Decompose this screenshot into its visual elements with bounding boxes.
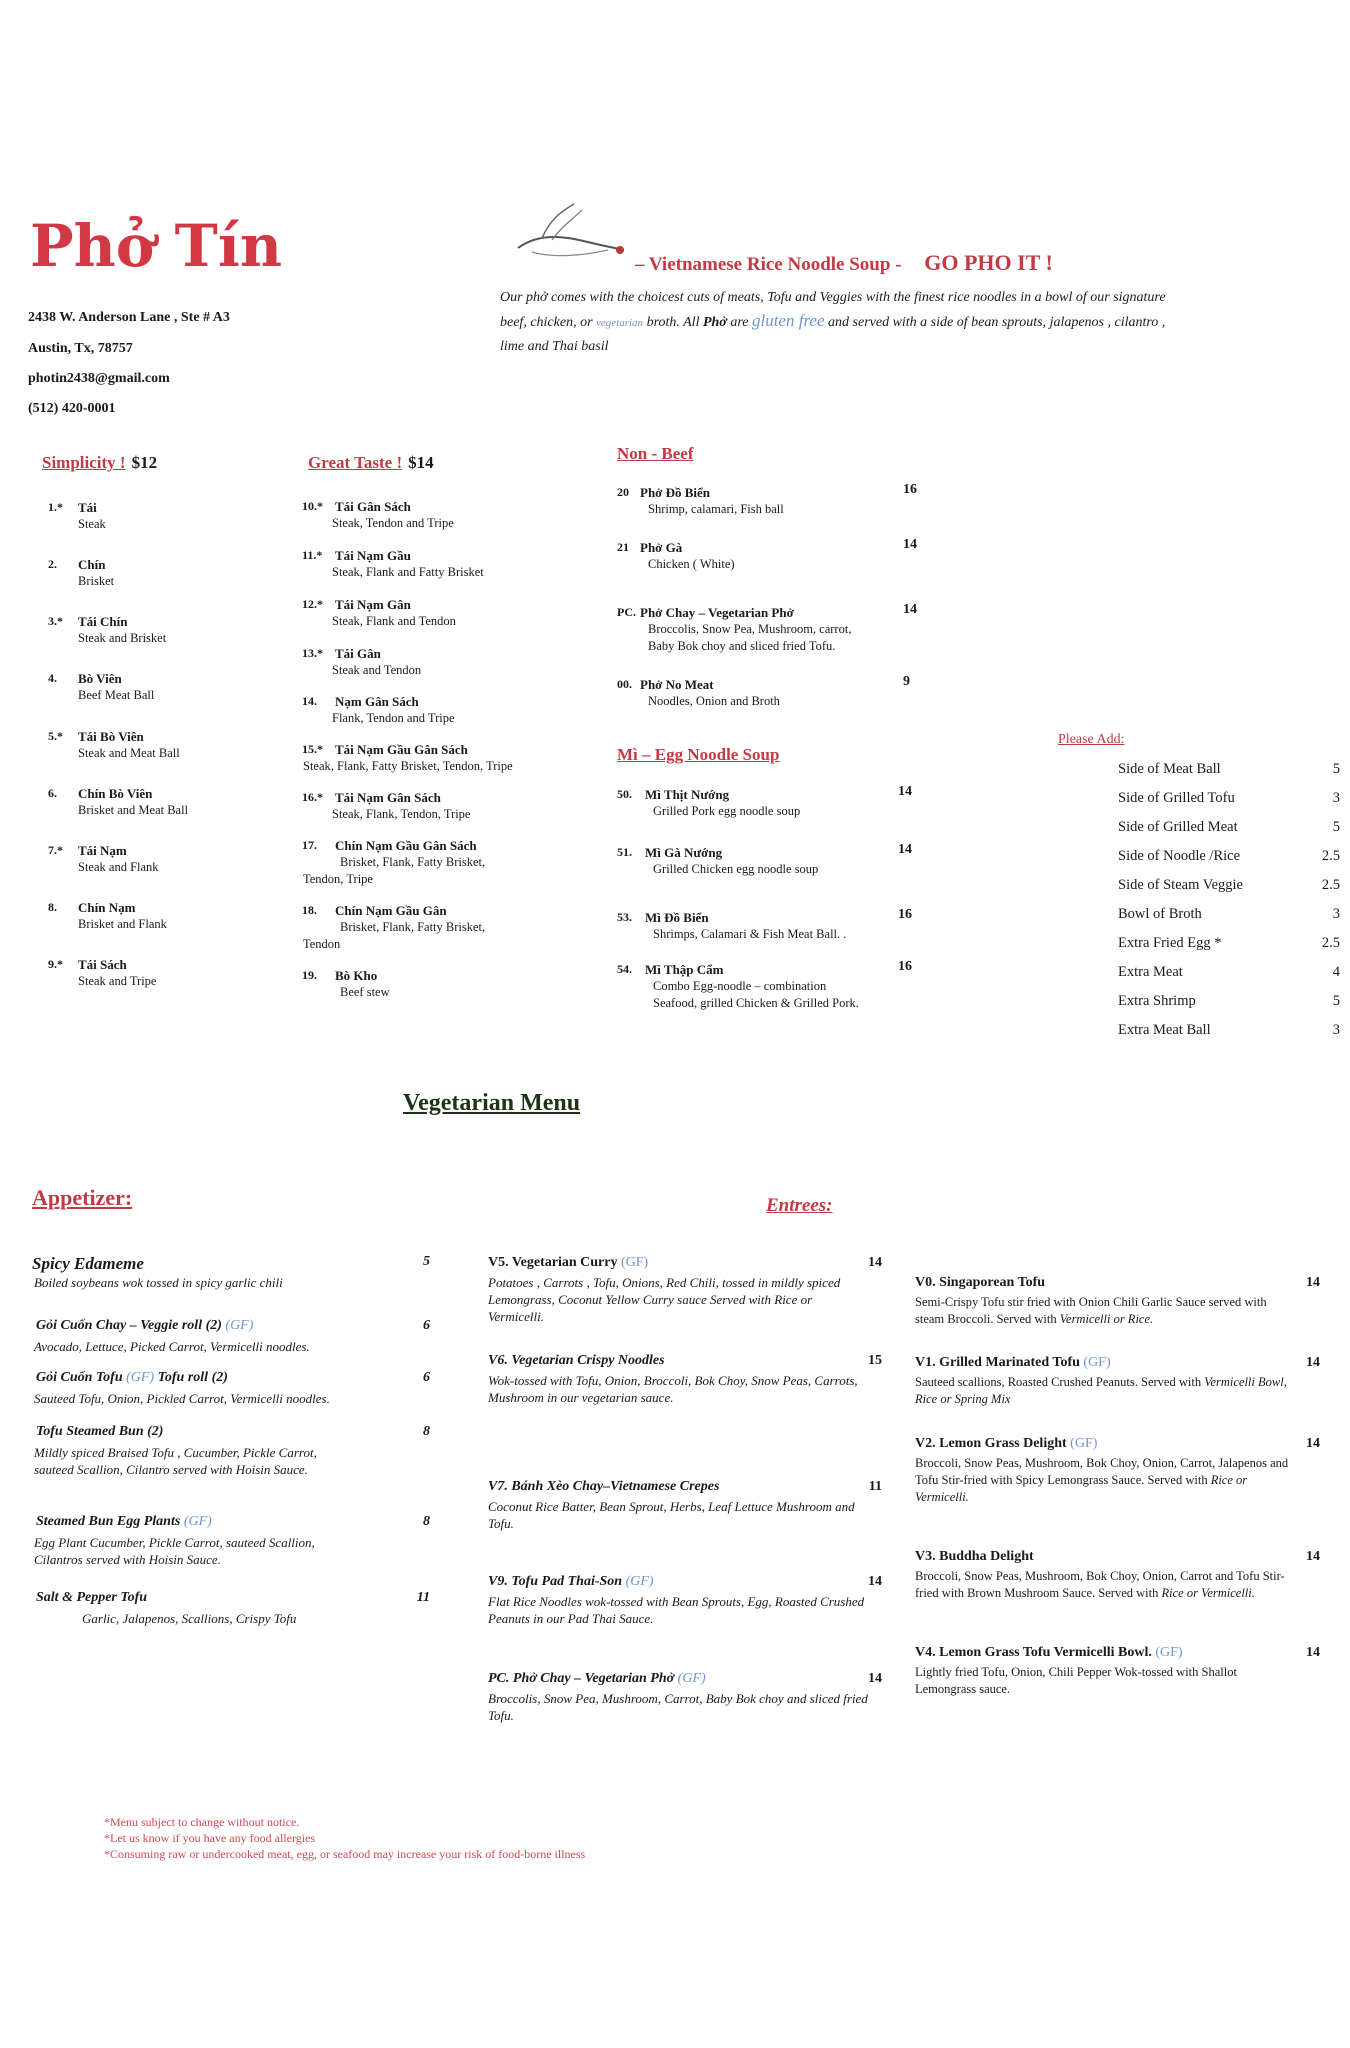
entree-name-row bbox=[915, 1549, 1034, 1565]
item-price: 14 bbox=[898, 784, 912, 799]
entree-desc-italic: Vermicelli Bowl, Rice or Spring Mix bbox=[915, 1375, 1287, 1406]
item-price: 16 bbox=[898, 959, 912, 974]
intro-text: Our phở comes with the choicest cuts of meats, Tofu and Veggies with the finest rice noodles in a bowl of our signature beef, chicken, or bbox=[500, 290, 1166, 330]
simplicity-header bbox=[42, 453, 157, 473]
entree-desc-text: Sauteed scallions, Roasted Crushed Peanuts. Served with bbox=[915, 1375, 1202, 1389]
appetizer-name-row bbox=[36, 1514, 212, 1530]
item-description: Noodles, Onion and Broth bbox=[648, 694, 780, 708]
appetizer-price: 8 bbox=[423, 1514, 430, 1529]
item-name: Bò Kho bbox=[335, 968, 378, 983]
appetizer-title: Appetizer: bbox=[32, 1185, 133, 1210]
item-number: 12.* bbox=[302, 597, 323, 611]
gf-badge: (GF) bbox=[677, 1671, 706, 1686]
appetizer-price: 11 bbox=[416, 1590, 430, 1605]
entree-price: 14 bbox=[1306, 1549, 1320, 1564]
item-number: 20 bbox=[617, 485, 629, 499]
side-item-price: 3 bbox=[1332, 906, 1340, 922]
appetizer-description: Sauteed Tofu, Onion, Pickled Carrot, Vermicelli noodles. bbox=[34, 1391, 330, 1406]
entree-price: 14 bbox=[1306, 1355, 1320, 1370]
appetizer-name-row bbox=[36, 1318, 253, 1334]
intro-text-3: are bbox=[730, 315, 749, 330]
entree-name-row bbox=[488, 1671, 706, 1687]
intro-pho: Phở bbox=[702, 315, 727, 330]
item-number: 8. bbox=[48, 900, 57, 914]
item-number: 00. bbox=[617, 677, 632, 691]
side-item-label: Bowl of Broth bbox=[1118, 906, 1202, 922]
item-number: 4. bbox=[48, 671, 57, 685]
item-description: Brisket, Flank, Fatty Brisket, bbox=[340, 920, 486, 934]
item-number: 14. bbox=[302, 694, 317, 708]
item-description: Steak and Tendon bbox=[332, 663, 422, 677]
entree-name-row bbox=[488, 1353, 665, 1369]
entree-name: V2. Lemon Grass Delight bbox=[915, 1436, 1067, 1451]
entree-description bbox=[488, 1690, 868, 1724]
item-number: 7.* bbox=[48, 843, 63, 857]
appetizer-description: Egg Plant Cucumber, Pickle Carrot, sauteed Scallion, bbox=[34, 1535, 315, 1550]
entree-name: V0. Singaporean Tofu bbox=[915, 1275, 1046, 1290]
appetizer-name: Gỏi Cuốn Tofu bbox=[36, 1370, 123, 1385]
appetizer-description: sauteed Scallion, Cilantro served with Hoisin Sauce. bbox=[34, 1462, 308, 1477]
gf-badge: (GF) bbox=[225, 1318, 254, 1333]
item-number: 21 bbox=[617, 540, 629, 554]
entree-price: 14 bbox=[1306, 1645, 1320, 1660]
item-description: Steak, Flank and Fatty Brisket bbox=[332, 565, 484, 579]
entree-price: 14 bbox=[1306, 1275, 1320, 1290]
simplicity-price: $12 bbox=[131, 453, 158, 472]
bird-sketch-icon bbox=[512, 200, 632, 262]
restaurant-logo: Phở Tín bbox=[30, 212, 283, 280]
appetizer-description: Boiled soybeans wok tossed in spicy garlic chili bbox=[34, 1275, 283, 1290]
entree-price: 14 bbox=[868, 1671, 882, 1686]
footnote-3: *Consuming raw or undercooked meat, egg, or seafood may increase your risk of food-borne illness bbox=[104, 1847, 586, 1861]
item-number: 9.* bbox=[48, 957, 63, 971]
entree-desc-italic: Vermicelli or Rice. bbox=[1059, 1312, 1154, 1326]
entree-desc-text: Lightly fried Tofu, Onion, Chili Pepper Wok-tossed with Shallot Lemongrass sauce. bbox=[915, 1665, 1237, 1696]
side-item-price: 4 bbox=[1332, 964, 1340, 980]
entree-name-row bbox=[488, 1255, 648, 1271]
entree-price: 14 bbox=[868, 1574, 882, 1589]
intro-text-2: broth. All bbox=[646, 315, 700, 330]
item-description: Steak and Meat Ball bbox=[78, 746, 180, 760]
appetizer-price: 8 bbox=[423, 1424, 430, 1439]
side-item-label: Side of Grilled Meat bbox=[1118, 819, 1238, 835]
item-number: 51. bbox=[617, 845, 632, 859]
item-description: Broccolis, Snow Pea, Mushroom, carrot, bbox=[648, 622, 852, 636]
item-name: Chín Nạm Gầu Gân bbox=[335, 903, 447, 918]
gf-badge: (GF) bbox=[1070, 1436, 1098, 1451]
appetizer-description: Garlic, Jalapenos, Scallions, Crispy Tofu bbox=[82, 1611, 297, 1626]
item-number: 1.* bbox=[48, 500, 63, 514]
item-name: Tái Nạm Gân bbox=[335, 597, 411, 612]
item-name: Chín Bò Viên bbox=[78, 786, 153, 801]
item-price: 16 bbox=[898, 907, 912, 922]
entree-description bbox=[488, 1274, 868, 1325]
entrees-title: Entrees: bbox=[766, 1195, 833, 1216]
item-number: 5.* bbox=[48, 729, 63, 743]
item-price: 14 bbox=[903, 537, 917, 552]
item-description: Beef Meat Ball bbox=[78, 688, 155, 702]
address-line2: Austin, Tx, 78757 bbox=[28, 341, 133, 356]
entree-desc-text: Broccoli, Snow Peas, Mushroom, Bok Choy, Onion, Carrot and Tofu Stir-fried with Brown Mushroom Sauce. Served with bbox=[915, 1569, 1285, 1600]
gf-badge: (GF) bbox=[625, 1574, 654, 1589]
item-description: Brisket and Meat Ball bbox=[78, 803, 189, 817]
appetizer-price: 6 bbox=[423, 1318, 430, 1333]
tagline bbox=[635, 250, 1053, 276]
entree-name-row bbox=[488, 1479, 719, 1495]
entree-desc-italic: Rice or Vermicelli. bbox=[488, 1292, 813, 1324]
item-name: Tái Bò Viên bbox=[78, 729, 144, 744]
side-item-label: Extra Fried Egg * bbox=[1118, 935, 1222, 951]
entree-desc-text: Semi-Crispy Tofu stir fried with Onion Chili Garlic Sauce served with steam Broccoli. Served with bbox=[915, 1295, 1267, 1326]
appetizer-name: Steamed Bun Egg Plants bbox=[36, 1514, 181, 1529]
entree-name: PC. Phở Chay – Vegetarian Phở bbox=[488, 1671, 675, 1686]
side-item-price: 2.5 bbox=[1321, 877, 1340, 893]
appetizer-name-row bbox=[32, 1254, 144, 1274]
item-description: Tendon bbox=[303, 937, 341, 951]
side-item-price: 3 bbox=[1332, 1022, 1340, 1038]
entree-name: V7. Bánh Xèo Chay–Vietnamese Crepes bbox=[488, 1479, 720, 1494]
entree-desc-text: Coconut Rice Batter, Bean Sprout, Herbs, Leaf Lettuce Mushroom and Tofu. bbox=[488, 1499, 855, 1531]
slogan: GO PHO IT ! bbox=[924, 250, 1053, 275]
item-price: 14 bbox=[898, 842, 912, 857]
item-description: Steak and Tripe bbox=[78, 974, 157, 988]
entree-description bbox=[488, 1372, 868, 1406]
intro-text-4: and served with a side of bean sprouts, jalapenos , cilantro , lime and Thai basil bbox=[500, 315, 1166, 354]
item-description: Steak and Brisket bbox=[78, 631, 167, 645]
item-description: Beef stew bbox=[340, 985, 390, 999]
entree-desc-text: Broccolis, Snow Pea, Mushroom, Carrot, Baby Bok choy and sliced fried Tofu. bbox=[488, 1691, 868, 1723]
item-description: Grilled Chicken egg noodle soup bbox=[653, 862, 819, 876]
entree-description bbox=[915, 1568, 1290, 1602]
entree-desc-italic: Rice or Vermicelli. bbox=[1161, 1586, 1255, 1600]
item-name: Chín Nạm Gầu Gân Sách bbox=[335, 838, 477, 853]
entree-description bbox=[915, 1664, 1290, 1698]
item-description: Steak, Flank, Tendon, Tripe bbox=[332, 807, 471, 821]
item-name: Mì Thịt Nướng bbox=[645, 787, 730, 802]
item-description: Grilled Pork egg noodle soup bbox=[653, 804, 801, 818]
gf-badge: (GF) bbox=[126, 1370, 155, 1385]
item-number: 17. bbox=[302, 838, 317, 852]
entree-name-row bbox=[915, 1355, 1111, 1371]
entree-price: 14 bbox=[868, 1255, 882, 1270]
entree-desc-text: Broccoli, Snow Peas, Mushroom, Bok Choy, Onion, Carrot, Jalapenos and Tofu Stir-fried with Spicy Lemongrass Sauce. Served with bbox=[915, 1456, 1289, 1487]
entree-description bbox=[915, 1294, 1290, 1328]
item-name: Tái bbox=[78, 500, 97, 515]
item-name: Tái Nạm Gầu Gân Sách bbox=[335, 742, 468, 757]
appetizer-description: Mildly spiced Braised Tofu , Cucumber, Pickle Carrot, bbox=[34, 1445, 317, 1460]
appetizer-price: 6 bbox=[423, 1370, 430, 1385]
item-name: Phở No Meat bbox=[640, 677, 714, 692]
item-description: Brisket bbox=[78, 574, 115, 588]
footnote-1: *Menu subject to change without notice. bbox=[104, 1815, 300, 1829]
intro-vegetarian: vegetarian bbox=[596, 317, 644, 329]
item-number: PC. bbox=[617, 605, 636, 619]
item-description: Steak, Flank, Fatty Brisket, Tendon, Tripe bbox=[303, 759, 513, 773]
item-number: 13.* bbox=[302, 646, 323, 660]
appetizer-name-row bbox=[36, 1370, 228, 1386]
item-price: 14 bbox=[903, 602, 917, 617]
item-description: Tendon, Tripe bbox=[303, 872, 373, 886]
item-name: Bò Viên bbox=[78, 671, 122, 686]
item-number: 16.* bbox=[302, 790, 323, 804]
item-number: 53. bbox=[617, 910, 632, 924]
item-name: Phở Chay – Vegetarian Phở bbox=[640, 605, 794, 620]
entree-description bbox=[915, 1455, 1290, 1506]
entree-price: 15 bbox=[868, 1353, 882, 1368]
appetizer-name: Spicy Edameme bbox=[32, 1254, 144, 1273]
item-description: Flank, Tendon and Tripe bbox=[332, 711, 455, 725]
item-number: 6. bbox=[48, 786, 57, 800]
entree-name: V1. Grilled Marinated Tofu bbox=[915, 1355, 1080, 1370]
entree-description bbox=[488, 1498, 868, 1532]
entree-desc-text: Wok-tossed with Tofu, Onion, Broccoli, Bok Choy, Snow Peas, Carrots, Mushroom in our vegetarian sauce. bbox=[488, 1373, 858, 1405]
item-price: 9 bbox=[903, 674, 910, 689]
side-item-label: Side of Noodle /Rice bbox=[1118, 848, 1241, 864]
item-number: 3.* bbox=[48, 614, 63, 628]
appetizer-name: Salt & Pepper Tofu bbox=[36, 1590, 148, 1605]
appetizer-extra: Tofu roll (2) bbox=[157, 1370, 228, 1385]
side-item-price: 2.5 bbox=[1321, 848, 1340, 864]
item-name: Tái Nạm Gầu bbox=[335, 548, 411, 563]
item-name: Phở Gà bbox=[640, 540, 683, 555]
gf-badge: (GF) bbox=[1083, 1355, 1111, 1370]
intro-paragraph bbox=[500, 286, 1190, 358]
entree-desc-italic: Rice or Vermicelli. bbox=[915, 1473, 1248, 1504]
footnote-2: *Let us know if you have any food allergies bbox=[104, 1831, 316, 1845]
item-number: 10.* bbox=[302, 499, 323, 513]
item-name: Tái Sách bbox=[78, 957, 127, 972]
gf-badge: (GF) bbox=[1155, 1645, 1183, 1660]
item-price: 16 bbox=[903, 482, 917, 497]
appetizer-name-row bbox=[36, 1590, 147, 1606]
item-description: Shrimps, Calamari & Fish Meat Ball. . bbox=[653, 927, 847, 941]
item-name: Tái Nạm bbox=[78, 843, 127, 858]
appetizer-price: 5 bbox=[423, 1254, 430, 1269]
appetizer-name-row bbox=[36, 1424, 163, 1440]
appetizer-description: Cilantros served with Hoisin Sauce. bbox=[34, 1552, 221, 1567]
entree-price: 11 bbox=[868, 1479, 882, 1494]
side-item-price: 5 bbox=[1332, 819, 1340, 835]
great-taste-title: Great Taste ! bbox=[308, 453, 403, 472]
appetizer-name: Tofu Steamed Bun (2) bbox=[36, 1424, 164, 1439]
gf-badge: (GF) bbox=[183, 1514, 212, 1529]
entree-name-row bbox=[915, 1275, 1045, 1291]
item-description: Brisket and Flank bbox=[78, 917, 167, 931]
item-description: Steak bbox=[78, 517, 106, 531]
item-number: 2. bbox=[48, 557, 57, 571]
entree-desc-text: Flat Rice Noodles wok-tossed with Bean Sprouts, Egg, Roasted Crushed Peanuts in our Pad Thai Sauce. bbox=[488, 1594, 865, 1626]
item-name: Tái Gân bbox=[335, 646, 381, 661]
entree-desc-text: Potatoes , Carrots , Tofu, Onions, Red Chili, tossed in mildly spiced Lemongrass, Coconut Yellow Curry sauce Served with bbox=[488, 1275, 841, 1307]
phone[interactable]: (512) 420-0001 bbox=[28, 401, 116, 416]
side-item-price: 2.5 bbox=[1321, 935, 1340, 951]
item-description: Seafood, grilled Chicken & Grilled Pork. bbox=[653, 996, 859, 1010]
intro-gluten-free: gluten free bbox=[751, 311, 825, 330]
tagline-text: – Vietnamese Rice Noodle Soup - bbox=[635, 254, 902, 275]
side-item-label: Extra Shrimp bbox=[1118, 993, 1196, 1009]
great-taste-header bbox=[308, 453, 434, 473]
entree-description bbox=[915, 1374, 1290, 1408]
entree-name-row bbox=[488, 1574, 654, 1590]
non-beef-header: Non - Beef bbox=[617, 444, 694, 463]
side-item-price: 5 bbox=[1332, 761, 1340, 777]
entree-name: V9. Tofu Pad Thai-Son bbox=[488, 1574, 623, 1589]
appetizer-name: Gỏi Cuốn Chay – Veggie roll (2) bbox=[36, 1318, 222, 1333]
item-name: Chín bbox=[78, 557, 106, 572]
egg-noodle-header: Mì – Egg Noodle Soup bbox=[617, 745, 780, 764]
item-name: Chín Nạm bbox=[78, 900, 136, 915]
item-name: Tái Gân Sách bbox=[335, 499, 411, 514]
simplicity-title: Simplicity ! bbox=[42, 453, 126, 472]
item-number: 15.* bbox=[302, 742, 323, 756]
item-number: 50. bbox=[617, 787, 632, 801]
item-name: Mì Gà Nướng bbox=[645, 845, 723, 860]
item-number: 54. bbox=[617, 962, 632, 976]
gf-badge: (GF) bbox=[621, 1255, 649, 1270]
entree-name-row bbox=[915, 1436, 1097, 1452]
entree-price: 14 bbox=[1306, 1436, 1320, 1451]
entree-name: V4. Lemon Grass Tofu Vermicelli Bowl. bbox=[915, 1645, 1152, 1660]
side-item-label: Side of Steam Veggie bbox=[1118, 877, 1243, 893]
entree-name-row bbox=[915, 1645, 1183, 1661]
side-item-price: 5 bbox=[1332, 993, 1340, 1009]
item-description: Steak, Flank and Tendon bbox=[332, 614, 456, 628]
item-name: Mì Thập Cẩm bbox=[645, 962, 724, 977]
entree-name: V3. Buddha Delight bbox=[915, 1549, 1034, 1564]
please-add-title: Please Add: bbox=[1058, 732, 1125, 747]
item-description: Steak and Flank bbox=[78, 860, 159, 874]
entree-description bbox=[488, 1593, 868, 1627]
entree-name: V6. Vegetarian Crispy Noodles bbox=[488, 1353, 665, 1368]
item-description: Steak, Tendon and Tripe bbox=[332, 516, 454, 530]
great-taste-price: $14 bbox=[408, 453, 434, 472]
item-name: Tái Chín bbox=[78, 614, 128, 629]
side-item-price: 3 bbox=[1332, 790, 1340, 806]
item-number: 18. bbox=[302, 903, 317, 917]
side-item-label: Side of Meat Ball bbox=[1118, 761, 1221, 777]
item-name: Mì Đồ Biển bbox=[645, 910, 709, 925]
item-description: Combo Egg-noodle – combination bbox=[653, 979, 827, 993]
item-number: 11.* bbox=[302, 548, 323, 562]
entree-name: V5. Vegetarian Curry bbox=[488, 1255, 618, 1270]
side-item-label: Side of Grilled Tofu bbox=[1118, 790, 1235, 806]
item-description: Baby Bok choy and sliced fried Tofu. bbox=[648, 639, 836, 653]
item-description: Shrimp, calamari, Fish ball bbox=[648, 502, 784, 516]
item-name: Phở Đồ Biển bbox=[640, 485, 711, 500]
side-item-label: Extra Meat Ball bbox=[1118, 1022, 1211, 1038]
appetizer-description: Avocado, Lettuce, Picked Carrot, Vermicelli noodles. bbox=[34, 1339, 310, 1354]
address-line1: 2438 W. Anderson Lane , Ste # A3 bbox=[28, 310, 230, 325]
item-description: Chicken ( White) bbox=[648, 557, 735, 571]
item-name: Tái Nạm Gân Sách bbox=[335, 790, 441, 805]
vegetarian-menu-title: Vegetarian Menu bbox=[403, 1090, 581, 1116]
item-description: Brisket, Flank, Fatty Brisket, bbox=[340, 855, 486, 869]
side-item-label: Extra Meat bbox=[1118, 964, 1183, 980]
item-name: Nạm Gân Sách bbox=[335, 694, 419, 709]
item-number: 19. bbox=[302, 968, 317, 982]
email[interactable]: photin2438@gmail.com bbox=[28, 371, 170, 386]
